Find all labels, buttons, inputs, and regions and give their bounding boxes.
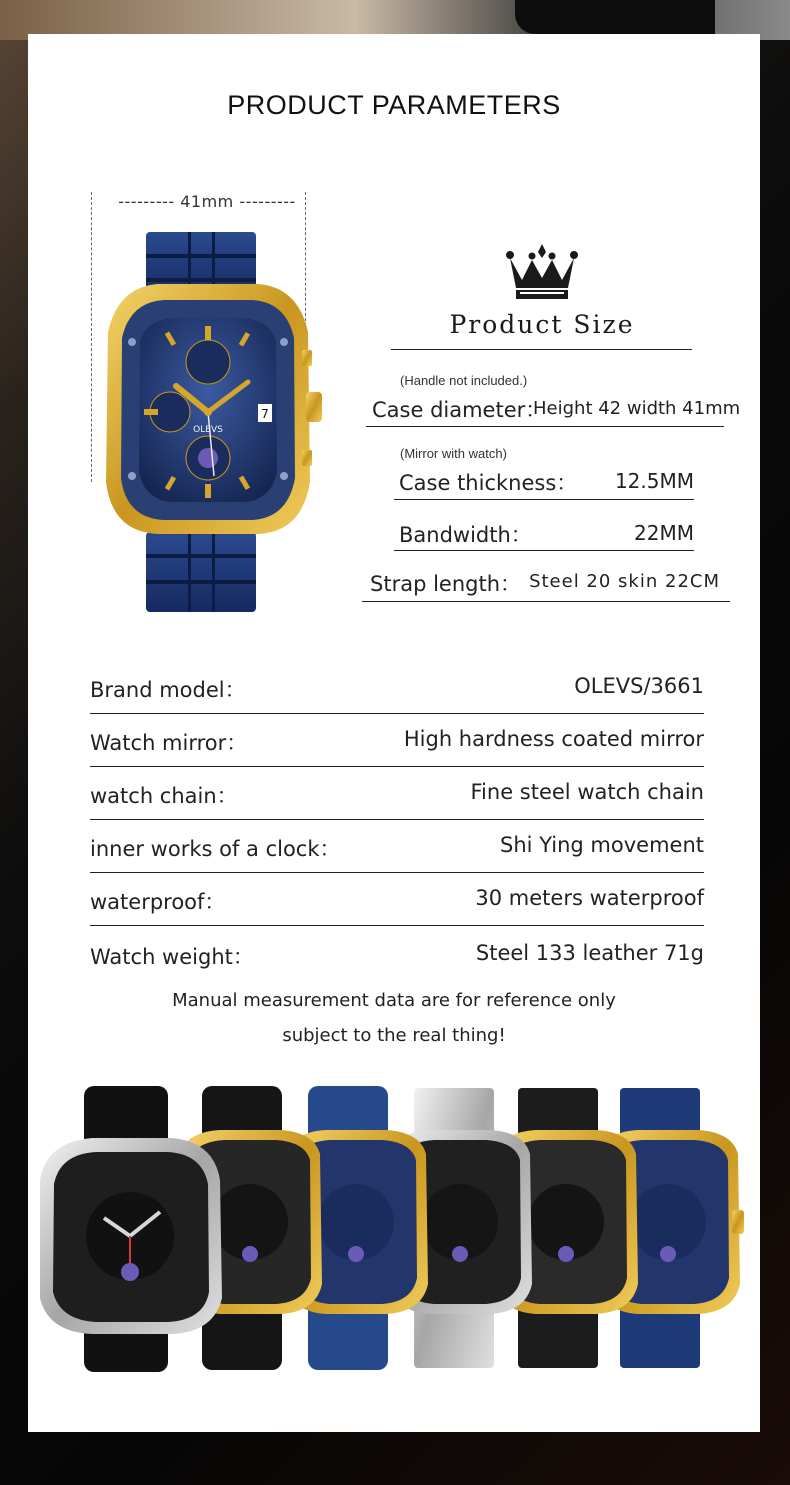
watch-black-leather-silver [40,1086,222,1372]
watch-chain-label: watch chain： [90,784,238,808]
main-watch-image [88,232,328,617]
page-title: PRODUCT PARAMETERS [227,90,561,120]
watch-mirror-label: Watch mirror： [90,731,248,755]
background-dark-bar [515,0,715,34]
table-row-rule [90,819,704,820]
watch-mirror-value: High hardness coated mirror [403,727,704,751]
watch-brand-text: OLEVS [193,425,223,435]
case-thickness-value: 12.5MM [614,469,694,493]
watch-weight-value: Steel 133 leather 71g [475,941,704,965]
disclaimer-line-1: Manual measurement data are for reference only [172,990,616,1011]
size-heading-rule [391,349,692,350]
watch-color-lineup [38,1084,750,1384]
disclaimer-line-2: subject to the real thing! [282,1025,506,1046]
table-row-rule [90,925,704,926]
case-diameter-rule [366,426,724,427]
movement-label: inner works of a clock： [90,837,341,861]
product-size-heading: Product Size [449,310,635,339]
waterproof-label: waterproof： [90,890,226,914]
crown-logo-icon [502,244,582,302]
case-diameter-note: (Handle not included.) [400,373,528,388]
brand-model-value: OLEVS/3661 [574,674,704,698]
case-thickness-note: (Mirror with watch) [400,446,507,461]
product-parameters-card [28,34,760,1432]
strap-length-value: Steel 20 skin 22CM [529,571,720,592]
case-diameter-label: Case diameter： [372,398,547,422]
case-diameter-value: Height 42 width 41mm [533,398,741,419]
watch-weight-label: Watch weight： [90,945,254,969]
brand-model-label: Brand model： [90,678,246,702]
waterproof-value: 30 meters waterproof [475,886,704,910]
strap-length-label: Strap length： [370,572,522,596]
case-thickness-label: Case thickness： [399,471,578,495]
table-row-rule [90,766,704,767]
table-row-rule [90,713,704,714]
strap-length-rule [362,601,730,602]
watch-chain-value: Fine steel watch chain [470,780,704,804]
case-thickness-rule [394,499,694,500]
bandwidth-value: 22MM [634,521,694,545]
dimension-label: --------- 41mm --------- [118,192,296,211]
movement-value: Shi Ying movement [500,833,704,857]
table-row-rule [90,872,704,873]
watch-date-number: 7 [261,407,269,421]
bandwidth-rule [394,550,694,551]
bandwidth-label: Bandwidth： [399,523,532,547]
